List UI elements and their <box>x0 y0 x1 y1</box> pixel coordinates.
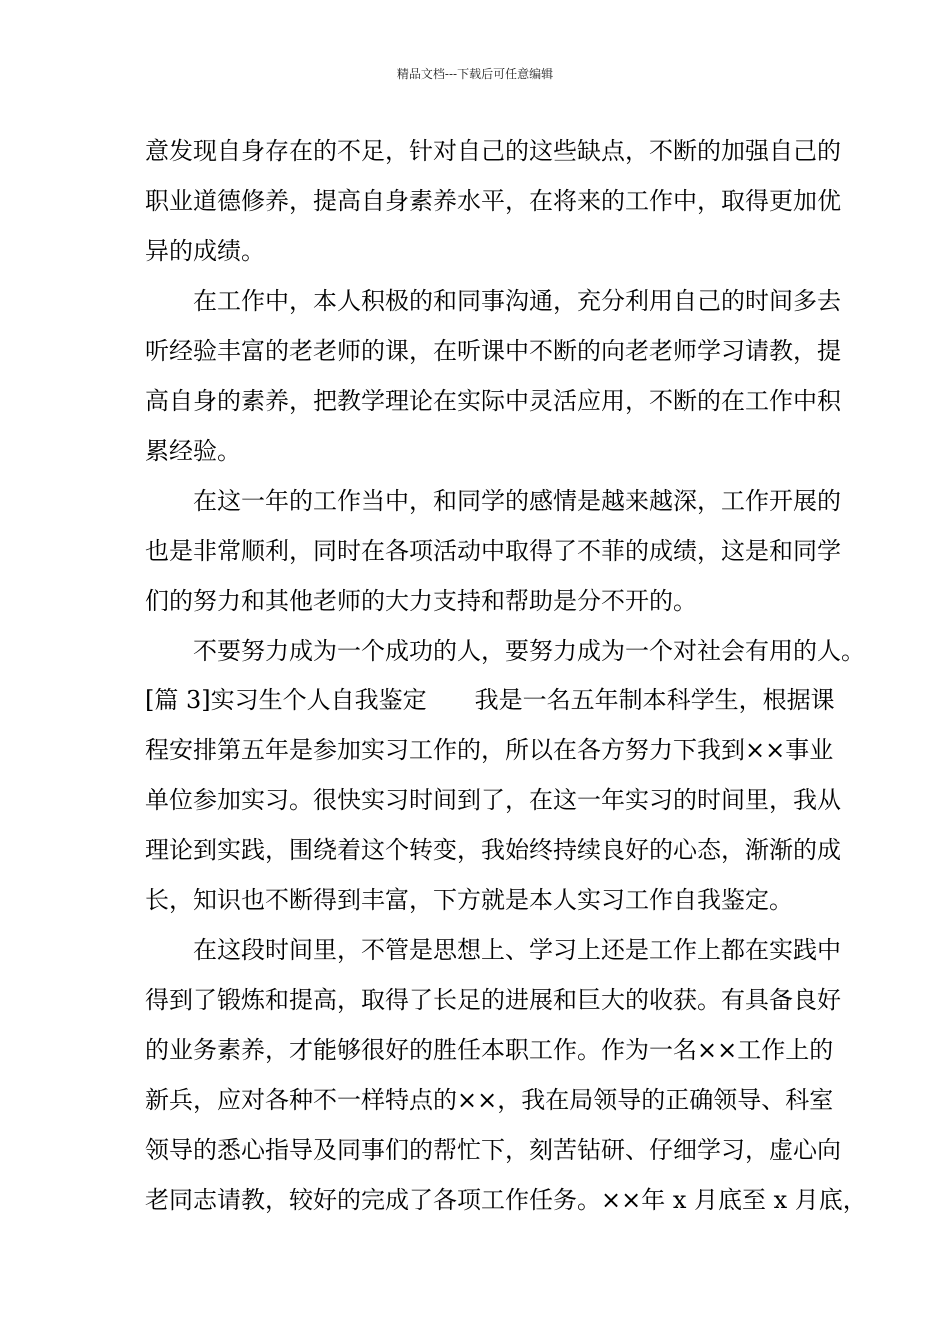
text-line: 也是非常顺利，同时在各项活动中取得了不菲的成绩，这是和同学 <box>145 537 841 565</box>
text-line: 程安排第五年是参加实习工作的，所以在各方努力下我到××事业 <box>145 736 834 764</box>
text-line: 新兵，应对各种不一样特点的××，我在局领导的正确领导、科室 <box>145 1086 834 1114</box>
text-line: 高自身的素养，把教学理论在实际中灵活应用，不断的在工作中积 <box>145 387 841 415</box>
text-line: 在这一年的工作当中，和同学的感情是越来越深，工作开展的 <box>145 487 841 515</box>
text-line: 在工作中，本人积极的和同事沟通，充分利用自己的时间多去 <box>145 287 841 315</box>
text-line: 听经验丰富的老老师的课，在听课中不断的向老老师学习请教，提 <box>145 337 841 365</box>
text-line: 的业务素养，才能够很好的胜任本职工作。作为一名××工作上的 <box>145 1036 834 1064</box>
text-line: 领导的悉心指导及同事们的帮忙下，刻苦钻研、仔细学习，虚心向 <box>145 1136 841 1164</box>
page-header: 精品文档---下载后可任意编辑 <box>396 67 554 81</box>
text-line: 意发现自身存在的不足，针对自己的这些缺点，不断的加强自己的 <box>145 137 841 165</box>
text-line: [篇 3]实习生个人自我鉴定 我是一名五年制本科学生，根据课 <box>145 686 835 714</box>
text-line: 老同志请教，较好的完成了各项工作任务。××年 x 月底至 x 月底， <box>145 1186 867 1214</box>
text-line: 们的努力和其他老师的大力支持和帮助是分不开的。 <box>145 587 697 615</box>
text-line: 单位参加实习。很快实习时间到了，在这一年实习的时间里，我从 <box>145 786 841 814</box>
text-line: 在这段时间里，不管是思想上、学习上还是工作上都在实践中 <box>145 936 841 964</box>
text-line: 累经验。 <box>145 437 241 465</box>
text-line: 理论到实践，围绕着这个转变，我始终持续良好的心态，渐渐的成 <box>145 836 841 864</box>
text-line: 不要努力成为一个成功的人，要努力成为一个对社会有用的人。 <box>145 637 865 665</box>
text-line: 异的成绩。 <box>145 237 265 265</box>
text-line: 职业道德修养，提高自身素养水平，在将来的工作中，取得更加优 <box>145 187 841 215</box>
text-line: 得到了锻炼和提高，取得了长足的进展和巨大的收获。有具备良好 <box>145 986 841 1014</box>
text-line: 长，知识也不断得到丰富，下方就是本人实习工作自我鉴定。 <box>145 886 793 914</box>
